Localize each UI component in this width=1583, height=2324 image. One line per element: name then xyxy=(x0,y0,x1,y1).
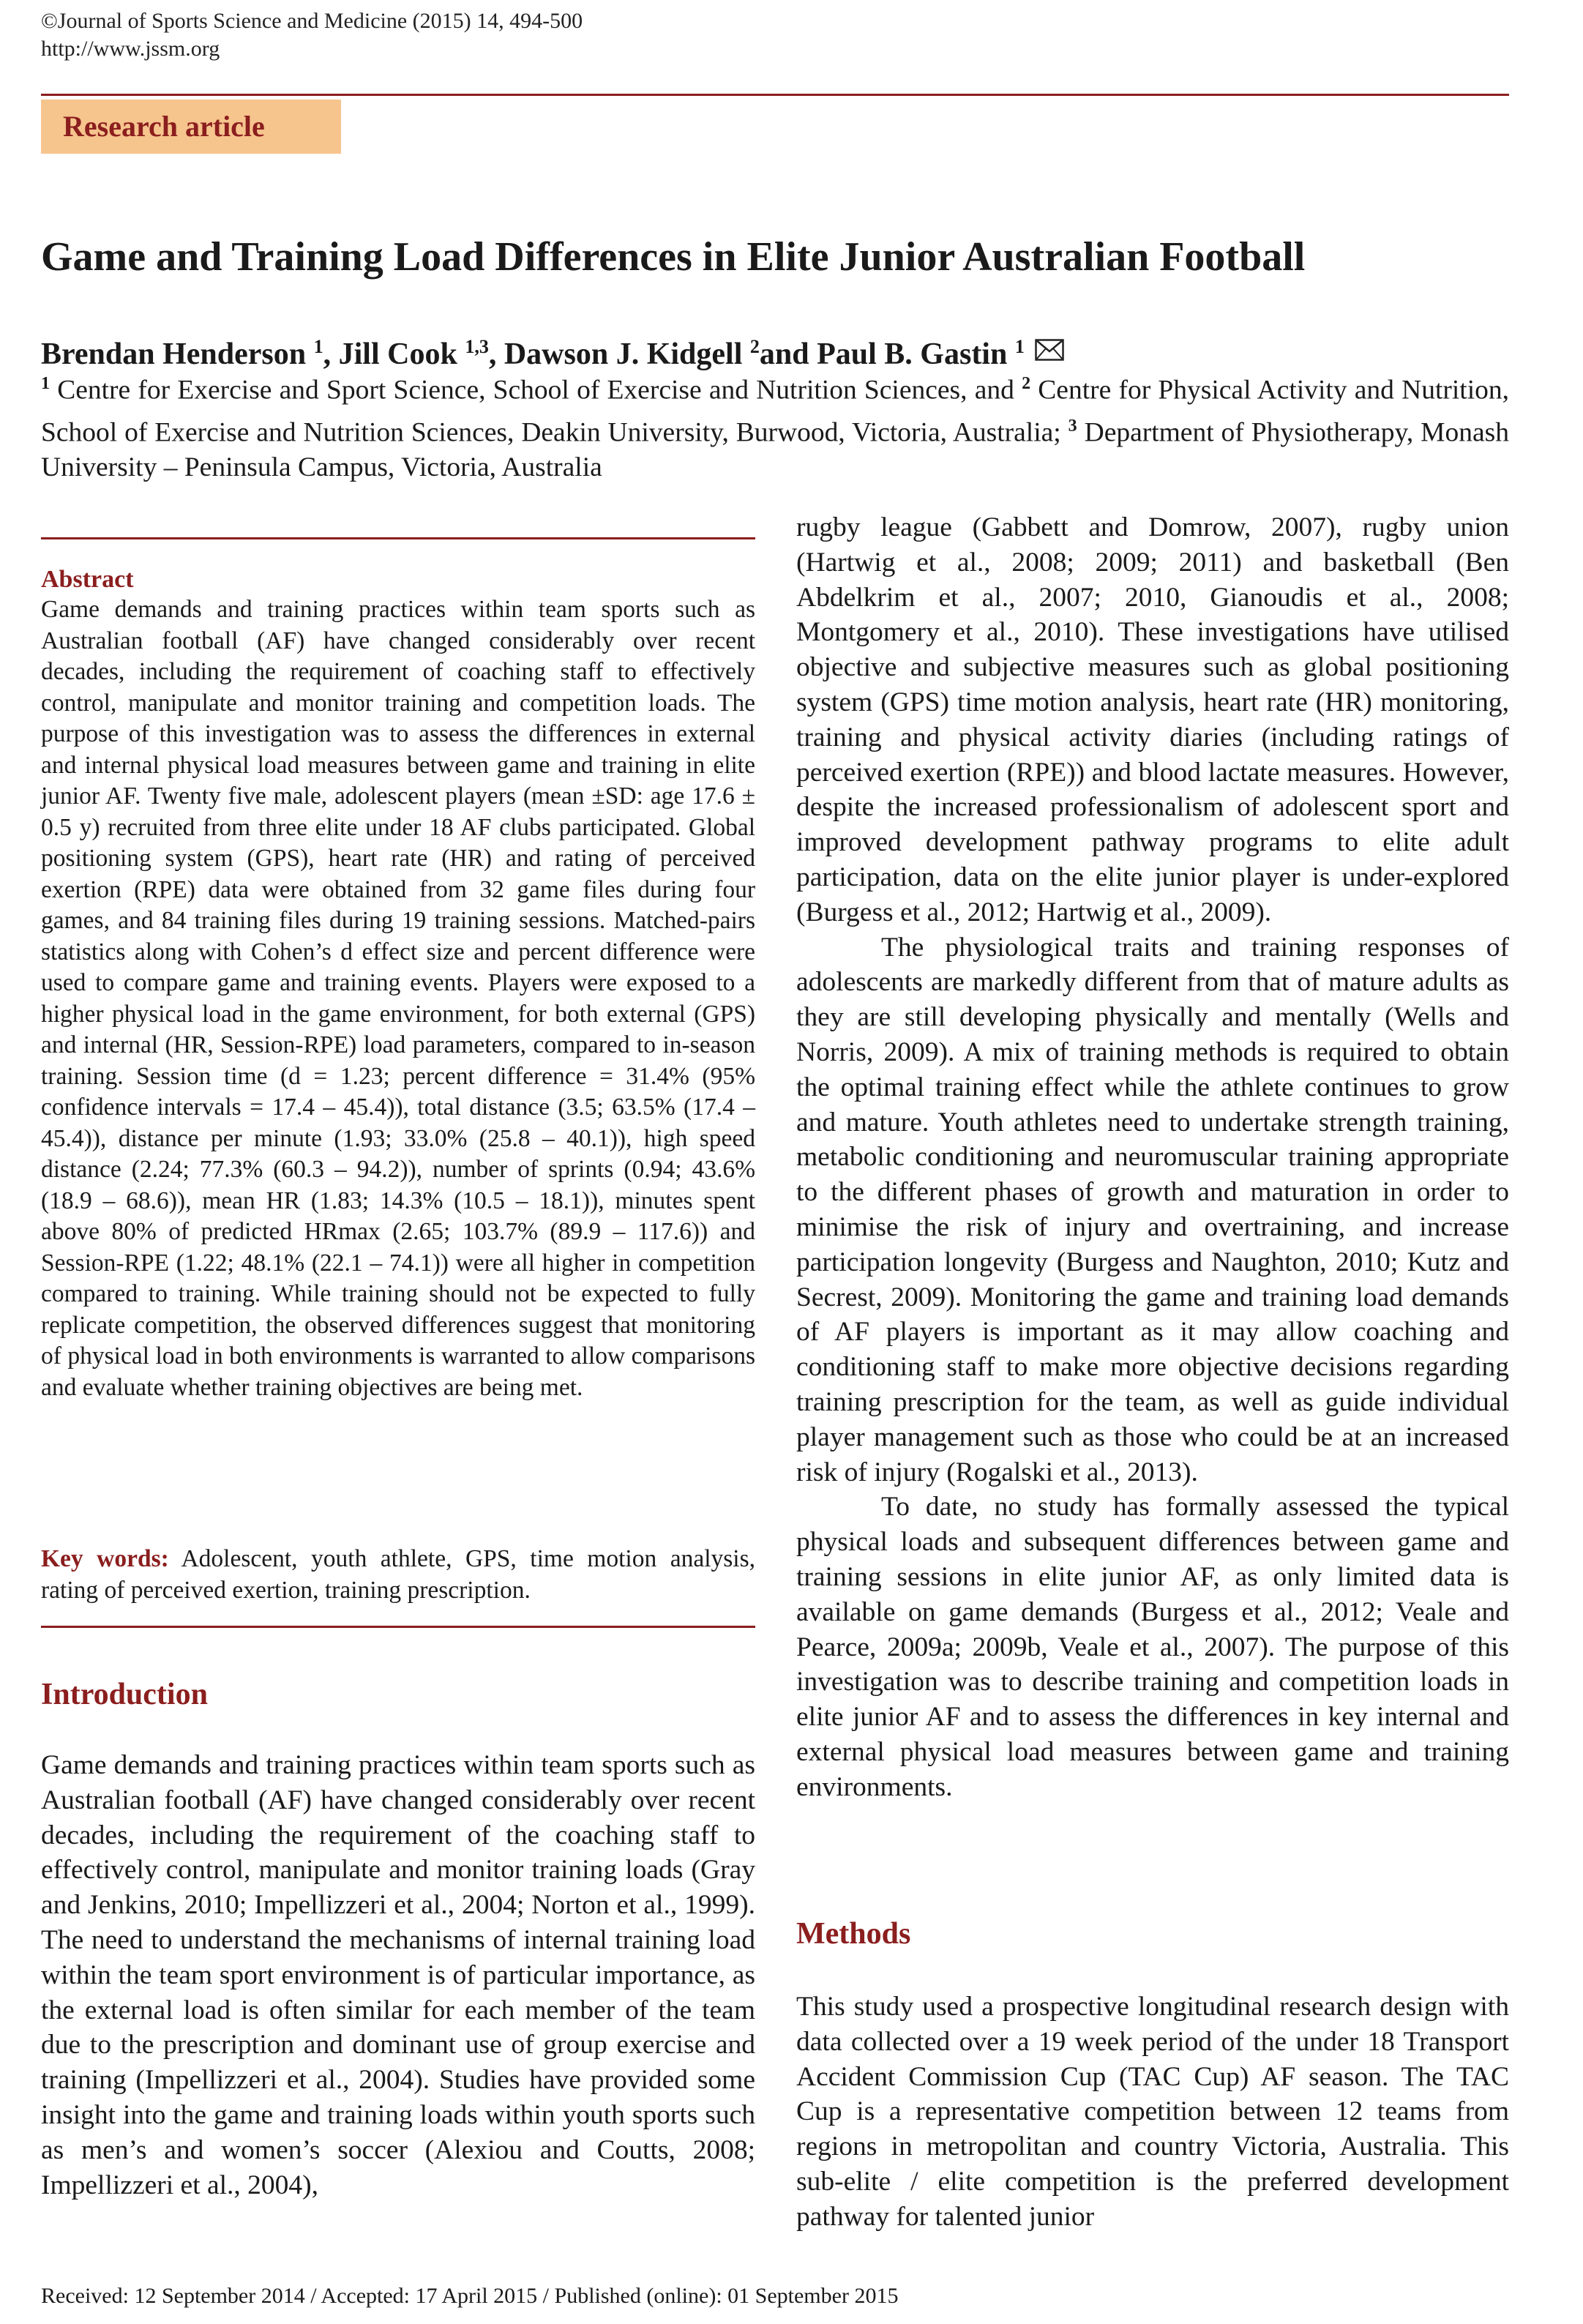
author-affiliation-mark: 1 xyxy=(1014,336,1025,357)
methods-heading: Methods xyxy=(796,1917,911,1951)
author-affiliation-mark: 2 xyxy=(749,336,760,357)
introduction-left-text xyxy=(41,1748,755,2202)
journal-citation: ©Journal of Sports Science and Medicine (2015) 14, 494-500 xyxy=(41,9,583,33)
author-separator: , xyxy=(488,337,504,371)
author-name: Brendan Henderson xyxy=(41,337,307,371)
author-name: Paul B. Gastin xyxy=(817,337,1008,371)
introduction-paragraph: The physiological traits and training responses of adolescents are markedly different from that of mature adults as they are still developing physically and mentally (Wells and Norris, 2009). A mix of training methods is required to obtain the optimal training effect while the athlete continues to grow and mature. Youth athletes need to undertake strength training, metabolic conditioning and neuromuscular training appropriate to the different phases of growth and maturation in order to minimise the risk of injury and overtraining, and increase participation longevity (Burgess and Naughton, 2010; Kutz and Secrest, 2009). Monitoring the game and training load demands of AF players is important as it may allow coaching and conditioning staff to make more objective decisions regarding training prescription for the team, as well as guide individual player management such as those who could be at an increased risk of injury (Rogalski et al., 2013). xyxy=(796,932,1509,1487)
abstract-body xyxy=(41,594,755,1403)
affiliation-text: Department of Physiotherapy, Monash University – Peninsula Campus, Victoria, Australia xyxy=(41,417,1510,482)
affiliations xyxy=(41,366,1509,485)
affiliation-text: Centre for Physical Activity and Nutrition, School of Exercise and Nutrition Sciences, Deakin University, Burwood, Victoria, Australia; xyxy=(41,375,1509,447)
keywords xyxy=(41,1544,755,1606)
journal-url[interactable]: http://www.jssm.org xyxy=(41,37,220,61)
author-name: Jill Cook xyxy=(338,337,457,371)
methods-text xyxy=(796,1989,1509,2235)
keywords-text: Adolescent, youth athlete, GPS, time motion analysis, rating of perceived exertion, training prescription. xyxy=(41,1545,756,1604)
methods-paragraph: This study used a prospective longitudinal research design with data collected over a 19 week period of the under 18 Transport Accident Commission Cup (TAC Cup) AF season. The TAC Cup is a representative competition between 12 teams from regions in metropolitan and country Victoria, Australia. This sub-elite / elite competition is the preferred development pathway for talented junior xyxy=(796,1992,1509,2232)
author-affiliation-mark: 1 xyxy=(313,336,323,357)
affiliation-number: 1 xyxy=(41,374,50,393)
author-separator: , xyxy=(323,337,339,371)
affiliation-number: 3 xyxy=(1068,416,1077,436)
affiliation-number: 2 xyxy=(1022,374,1031,393)
abstract-top-rule xyxy=(41,537,755,539)
abstract-bottom-rule xyxy=(41,1626,755,1628)
introduction-right-text xyxy=(796,510,1509,1804)
introduction-continuation: rugby league (Gabbett and Domrow, 2007), rugby union (Hartwig et al., 2008; 2009; 2011) and basketball (Ben Abdelkrim et al., 2007; 2010, Gianoudis et al., 2008; Montgomery et al., 2010). These investigations have utilised objective and subjective measures such as global positioning system (GPS) time motion analysis, heart rate (HR) monitoring, training and physical activity diaries (including ratings of perceived exertion (RPE)) and blood lactate measures. However, despite the increased professionalism of adolescent sport and improved development pathway programs to elite adult participation, data on the elite junior player is under-explored (Burgess et al., 2012; Hartwig et al., 2009). xyxy=(796,512,1509,927)
author-separator: and xyxy=(759,337,817,371)
envelope-icon[interactable] xyxy=(1035,331,1064,353)
author-affiliation-mark: 1,3 xyxy=(465,336,489,357)
publication-dates: Received: 12 September 2014 / Accepted: 17 April 2015 / Published (online): 01 September 2015 xyxy=(41,2284,899,2308)
abstract-paragraph: Game demands and training practices within team sports such as Australian football (AF) have changed considerably over recent decades, including the requirement of coaching staff to effectively control, manipulate and monitor training and competition loads. The purpose of this investigation was to assess the differences in external and internal physical load measures between game and training in elite junior AF. Twenty five male, adolescent players (mean ±SD: age 17.6 ± 0.5 y) recruited from three elite under 18 AF clubs participated. Global positioning system (GPS), heart rate (HR) and rating of perceived exertion (RPE) data were obtained from 32 game files during four games, and 84 training files during 19 training sessions. Matched-pairs statistics along with Cohen’s d effect size and percent difference were used to compare game and training events. Players were exposed to a higher physical load in the game environment, for both external (GPS) and internal (HR, Session-RPE) load parameters, compared to in-season training. Session time (d = 1.23; percent difference = 31.4% (95% confidence intervals = 17.4 – 45.4)), total distance (3.5; 63.5% (17.4 – 45.4)), distance per minute (1.93; 33.0% (25.8 – 40.1)), high speed distance (2.24; 77.3% (60.3 – 94.2)), number of sprints (0.94; 43.6% (18.9 – 68.6)), mean HR (1.83; 14.3% (10.5 – 18.1)), minutes spent above 80% of predicted HRmax (2.65; 103.7% (89.9 – 117.6)) and Session-RPE (1.22; 48.1% (22.1 – 74.1)) were all higher in competition compared to training. While training should not be expected to fully replicate competition, the observed differences suggest that monitoring of physical load in both environments is warranted to allow comparisons and evaluate whether training objectives are being met. xyxy=(41,596,755,1401)
article-type-badge: Research article xyxy=(41,100,341,154)
introduction-paragraph: To date, no study has formally assessed the typical physical loads and subsequent differences between game and training sessions in elite junior AF, as only limited data is available on game demands (Burgess et al., 2012; Veale and Pearce, 2009a; 2009b, Veale et al., 2007). The purpose of this investigation was to describe training and competition loads in elite junior AF and to assess the differences in key internal and external physical load measures between game and training environments. xyxy=(796,1492,1509,1802)
affiliation-text: Centre for Exercise and Sport Science, School of Exercise and Nutrition Sciences, and xyxy=(57,375,1014,406)
header-rule xyxy=(41,94,1509,96)
introduction-heading: Introduction xyxy=(41,1678,208,1711)
introduction-paragraph: Game demands and training practices within team sports such as Australian football (AF) have changed considerably over recent decades, including the requirement of the coaching staff to effectively control, manipulate and monitor training loads (Gray and Jenkins, 2010; Impellizzeri et al., 2004; Norton et al., 1999). The need to understand the mechanisms of internal training load within the team sport environment is of particular importance, as the external load is often similar for each member of the team due to the prescription and dominant use of group exercise and training (Impellizzeri et al., 2004). Studies have provided some insight into the game and training loads within youth sports such as men’s and women’s soccer (Alexiou and Coutts, 2008; Impellizzeri et al., 2004), xyxy=(41,1750,755,2200)
abstract-heading: Abstract xyxy=(41,566,134,593)
article-title: Game and Training Load Differences in Elite Junior Australian Football xyxy=(41,234,1306,280)
keywords-label: Key words: xyxy=(41,1545,169,1572)
author-name: Dawson J. Kidgell xyxy=(504,337,743,371)
